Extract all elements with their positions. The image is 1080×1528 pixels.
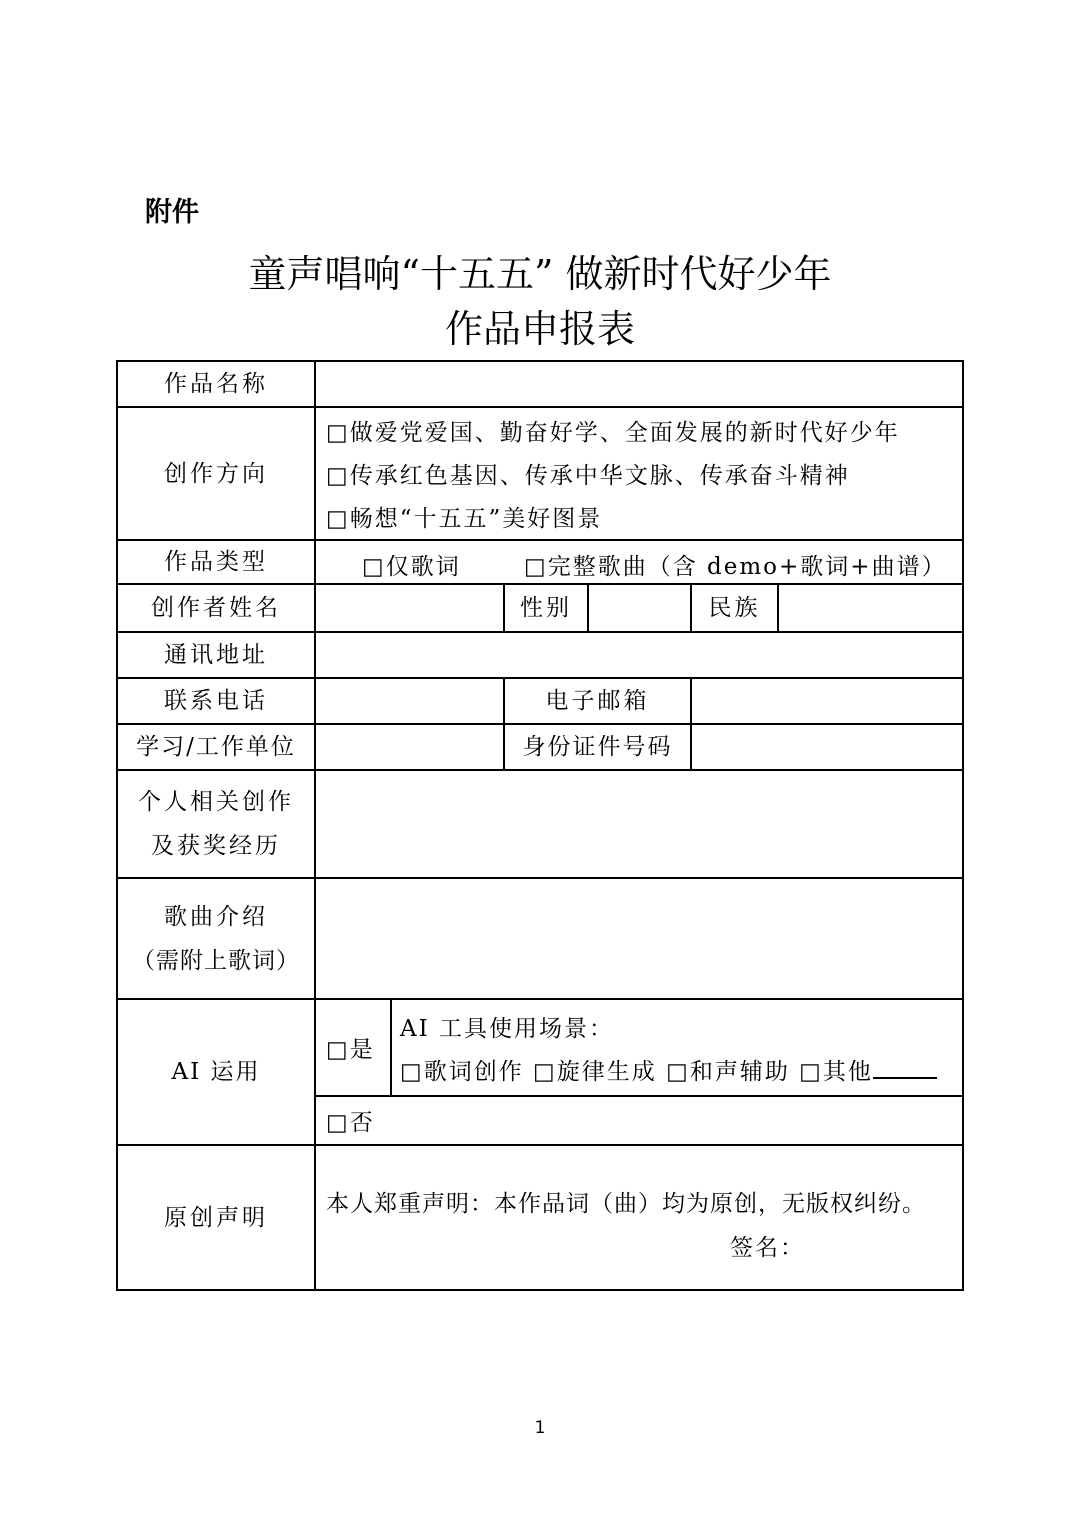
address-label: 通讯地址 — [164, 642, 268, 668]
type-option-full-song[interactable]: □完整歌曲（含 demo+歌词+曲谱） — [524, 553, 947, 580]
ai-label: AI 运用 — [171, 1059, 261, 1085]
id-label: 身份证件号码 — [522, 734, 673, 760]
table-border-right — [962, 360, 964, 1291]
song-intro-label — [118, 879, 314, 998]
song-intro-label-line1: 歌曲介绍 — [164, 903, 268, 930]
page-number: 1 — [534, 1418, 546, 1438]
type-option-lyrics[interactable]: □仅歌词 — [362, 553, 461, 580]
page-subtitle: 作品申报表 — [444, 307, 635, 351]
email-label: 电子邮箱 — [545, 688, 650, 714]
experience-label-line2: 及获奖经历 — [151, 833, 281, 859]
ai-scene-title: AI 工具使用场景： — [400, 1016, 615, 1042]
signature-label: 签名： — [730, 1234, 805, 1261]
direction-option-3[interactable]: □畅想“十五五”美好图景 — [326, 506, 603, 532]
direction-option-1[interactable]: □做爱党爱国、勤奋好学、全面发展的新时代好少年 — [326, 420, 900, 446]
ai-yes-checkbox[interactable]: □是 — [326, 1037, 375, 1063]
email-field[interactable] — [692, 679, 962, 723]
ai-scene — [400, 1008, 960, 1094]
song-intro-label-line2: （需附上歌词） — [132, 947, 300, 974]
unit-field[interactable] — [316, 725, 503, 769]
original-statement: 本人郑重声明：本作品词（曲）均为原创，无版权纠纷。 — [326, 1190, 926, 1217]
direction-options — [326, 412, 956, 536]
work-name-field[interactable] — [316, 362, 962, 406]
ai-scene-options-text[interactable]: □歌词创作 □旋律生成 □和声辅助 □其他 — [400, 1059, 873, 1085]
creator-name-field[interactable] — [316, 585, 503, 631]
phone-label: 联系电话 — [164, 688, 268, 714]
song-intro-field[interactable] — [316, 879, 962, 998]
creator-name-label: 创作者姓名 — [151, 595, 281, 621]
gender-label: 性别 — [520, 595, 572, 621]
address-field[interactable] — [316, 633, 962, 677]
experience-label — [118, 771, 314, 877]
phone-field[interactable] — [316, 679, 503, 723]
type-label: 作品类型 — [164, 549, 268, 575]
ai-other-blank[interactable] — [873, 1051, 937, 1079]
direction-option-2[interactable]: □传承红色基因、传承中华文脉、传承奋斗精神 — [326, 463, 850, 489]
id-field[interactable] — [692, 725, 962, 769]
table-border-bottom — [116, 1289, 964, 1291]
attachment-label: 附件 — [145, 197, 199, 228]
page-title: 童声唱响“十五五” 做新时代好少年 — [248, 252, 832, 296]
ethnicity-field[interactable] — [779, 585, 962, 631]
original-label: 原创声明 — [164, 1204, 268, 1231]
work-name-label: 作品名称 — [164, 371, 268, 397]
unit-label: 学习/工作单位 — [136, 734, 296, 760]
direction-label: 创作方向 — [164, 460, 268, 487]
col-divider — [390, 998, 392, 1097]
ai-scene-options[interactable] — [400, 1051, 960, 1094]
ai-no-checkbox[interactable]: □否 — [326, 1110, 375, 1136]
experience-label-line1: 个人相关创作 — [138, 789, 294, 815]
experience-field[interactable] — [316, 771, 962, 877]
gender-field[interactable] — [589, 585, 690, 631]
ethnicity-label: 民族 — [708, 595, 761, 621]
